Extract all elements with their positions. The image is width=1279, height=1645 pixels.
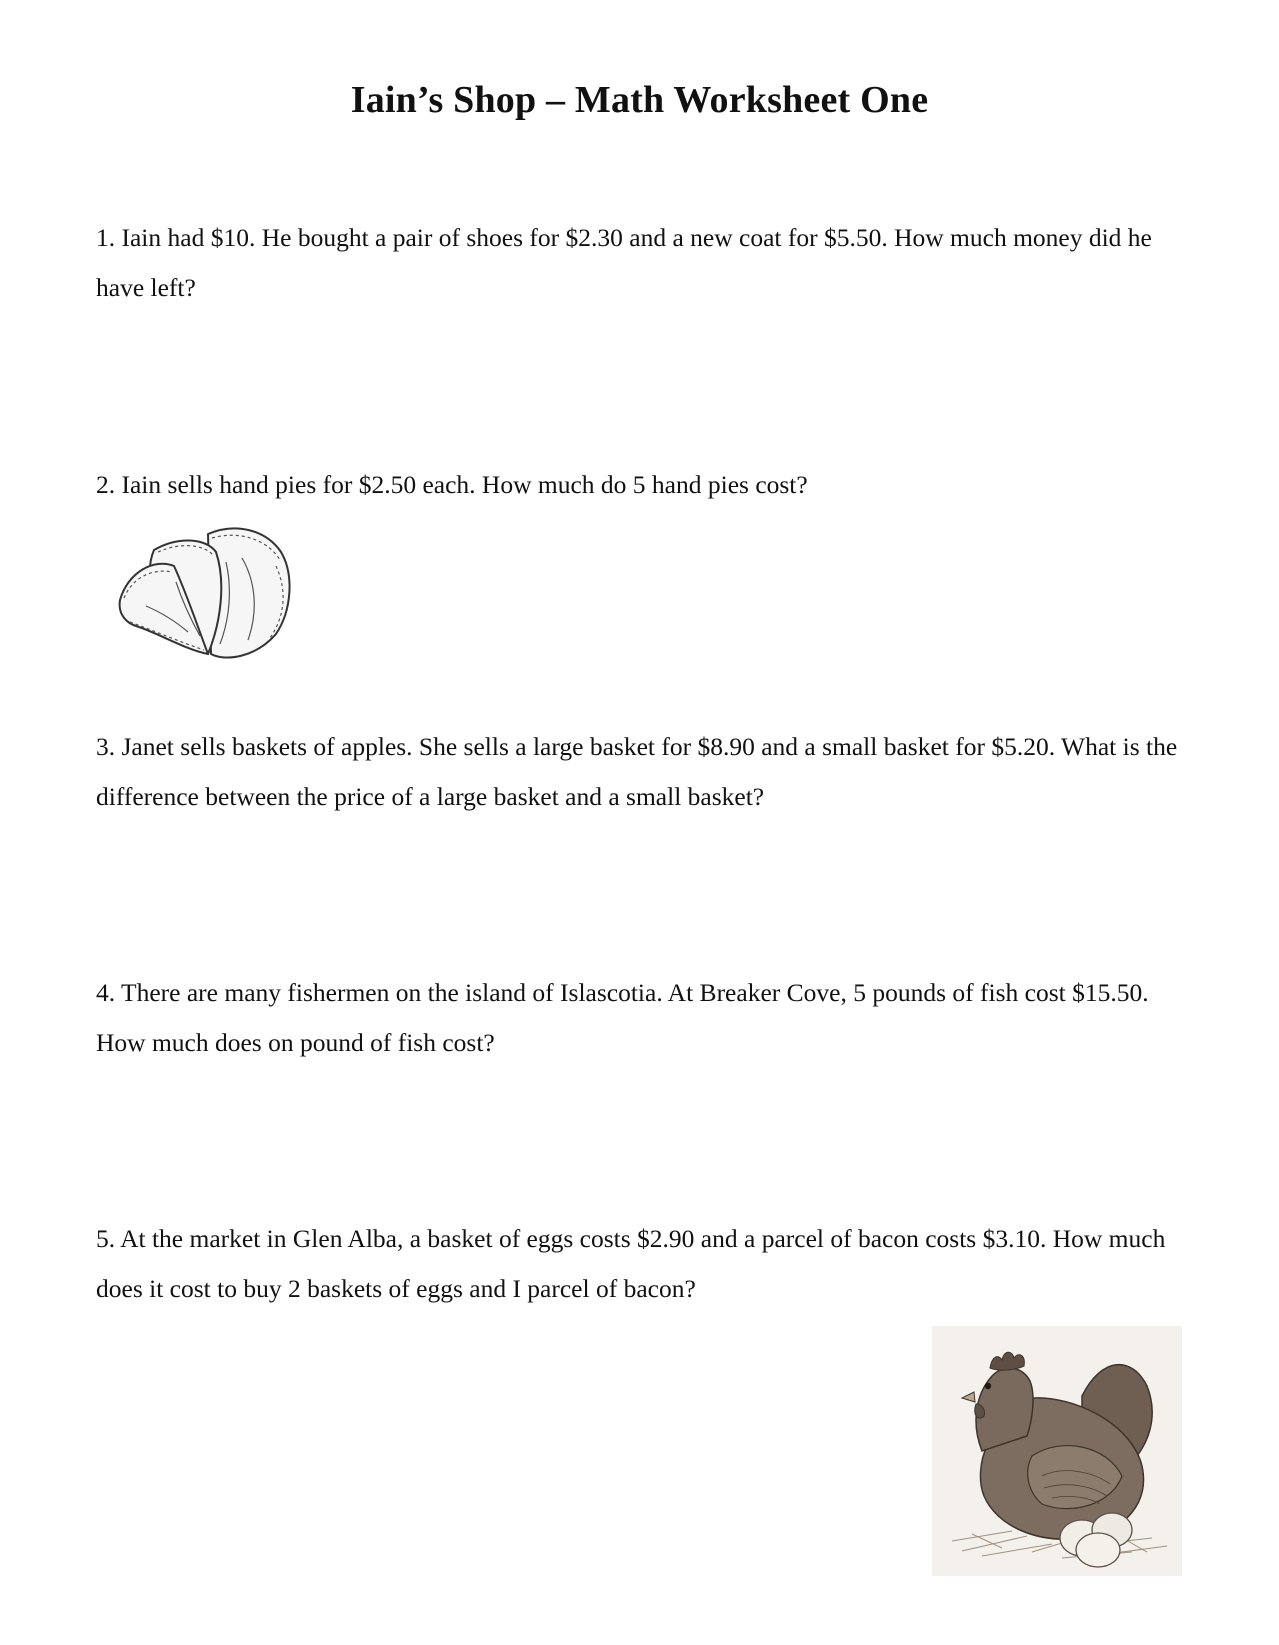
page-title: Iain’s Shop – Math Worksheet One — [350, 79, 929, 121]
question-2: 2. Iain sells hand pies for $2.50 each. How much do 5 hand pies cost? — [96, 470, 808, 499]
hand-pies-illustration — [116, 522, 296, 667]
hen-with-eggs-illustration — [932, 1326, 1182, 1576]
question-3: 3. Janet sells baskets of apples. She sells a large basket for $8.90 and a small basket for $5.20. What is the difference between the price of a large basket and a small basket? — [96, 732, 1178, 811]
question-1: 1. Iain had $10. He bought a pair of shoes for $2.30 and a new coat for $5.50. How much money did he have left? — [96, 223, 1152, 302]
question-4: 4. There are many fishermen on the island of Islascotia. At Breaker Cove, 5 pounds of fish cost $15.50. How much does on pound of fish cost? — [96, 978, 1149, 1057]
question-5: 5. At the market in Glen Alba, a basket of eggs costs $2.90 and a parcel of bacon costs $3.10. How much does it cost to buy 2 baskets of eggs and I parcel of bacon? — [96, 1224, 1166, 1303]
